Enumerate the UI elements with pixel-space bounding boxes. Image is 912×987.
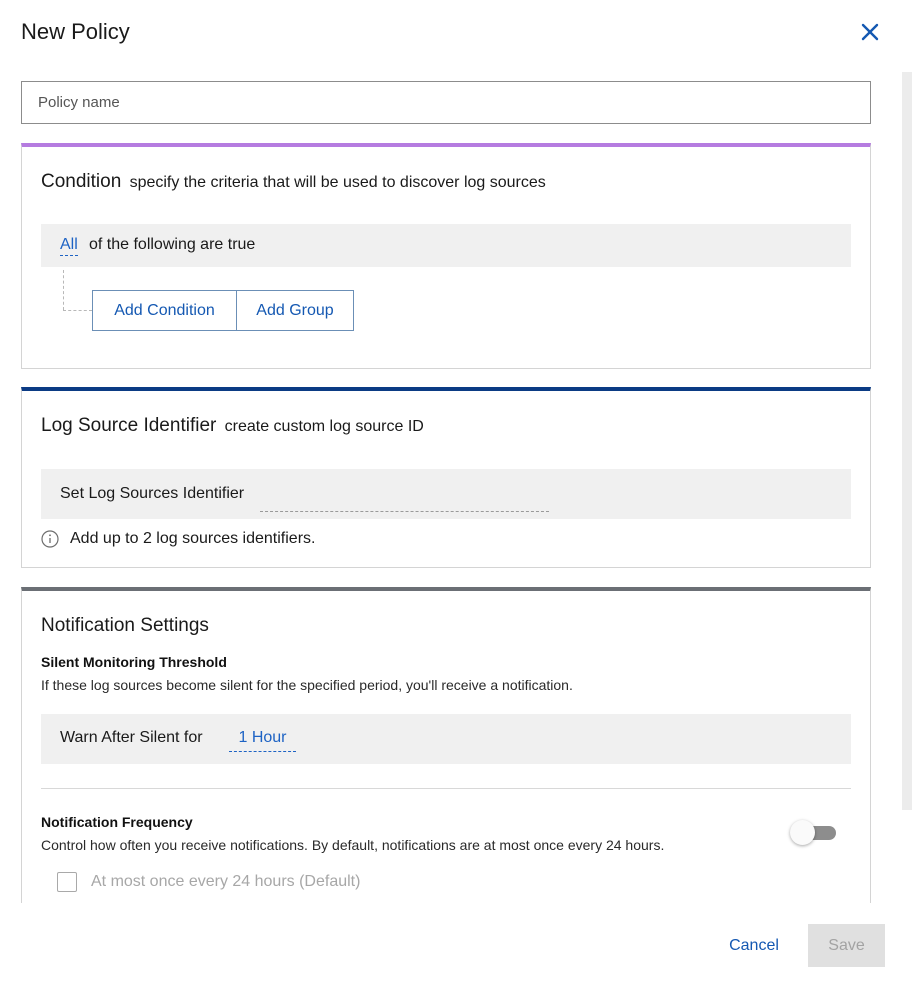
notification-frequency-title: Notification Frequency: [41, 814, 193, 830]
match-rule-text: of the following are true: [89, 236, 256, 253]
dialog-title: New Policy: [21, 19, 130, 44]
condition-title: Condition: [41, 171, 122, 192]
match-rule-bar: [41, 224, 851, 267]
notification-settings-card: [21, 587, 871, 917]
silent-threshold-title: Silent Monitoring Threshold: [41, 654, 227, 670]
identifier-field-bar: [41, 469, 851, 519]
scrollbar[interactable]: [902, 72, 912, 810]
log-source-identifier-heading: [41, 415, 424, 437]
condition-card: [21, 143, 871, 369]
frequency-option-checkbox[interactable]: [57, 872, 77, 892]
identifier-field-label: Set Log Sources Identifier: [60, 485, 245, 502]
save-button[interactable]: Save: [808, 924, 885, 967]
frequency-option-row[interactable]: [57, 872, 360, 892]
log-source-identifier-card: [21, 387, 871, 568]
silent-duration-dropdown[interactable]: 1 Hour: [229, 729, 296, 752]
add-group-button[interactable]: Add Group: [236, 290, 354, 331]
close-icon[interactable]: [858, 20, 882, 44]
silent-threshold-description: If these log sources become silent for the specified period, you'll receive a notification.: [41, 677, 573, 693]
frequency-toggle[interactable]: [790, 820, 838, 844]
tree-connector: [63, 270, 64, 310]
identifier-info-row: [41, 529, 315, 549]
match-operator-dropdown[interactable]: All: [60, 236, 78, 256]
warn-after-label: Warn After Silent for: [60, 729, 203, 746]
notification-settings-heading: Notification Settings: [41, 615, 209, 636]
condition-subtitle: specify the criteria that will be used to discover log sources: [129, 174, 546, 191]
add-condition-button[interactable]: Add Condition: [92, 290, 237, 331]
silent-threshold-bar: [41, 714, 851, 764]
policy-name-input[interactable]: [21, 81, 871, 124]
condition-heading: [41, 171, 546, 193]
notification-frequency-description: Control how often you receive notifications. By default, notifications are at most once every 24 hours.: [41, 837, 665, 853]
identifier-info-text: Add up to 2 log sources identifiers.: [70, 530, 316, 547]
toggle-knob: [790, 820, 815, 845]
log-source-identifier-title: Log Source Identifier: [41, 415, 217, 436]
log-source-identifier-subtitle: create custom log source ID: [224, 418, 424, 435]
divider: [41, 788, 851, 789]
identifier-input[interactable]: [260, 511, 549, 512]
cancel-button[interactable]: Cancel: [718, 924, 790, 967]
tree-connector-branch: [63, 310, 92, 311]
info-icon: [41, 530, 59, 548]
frequency-option-label: At most once every 24 hours (Default): [91, 873, 361, 890]
